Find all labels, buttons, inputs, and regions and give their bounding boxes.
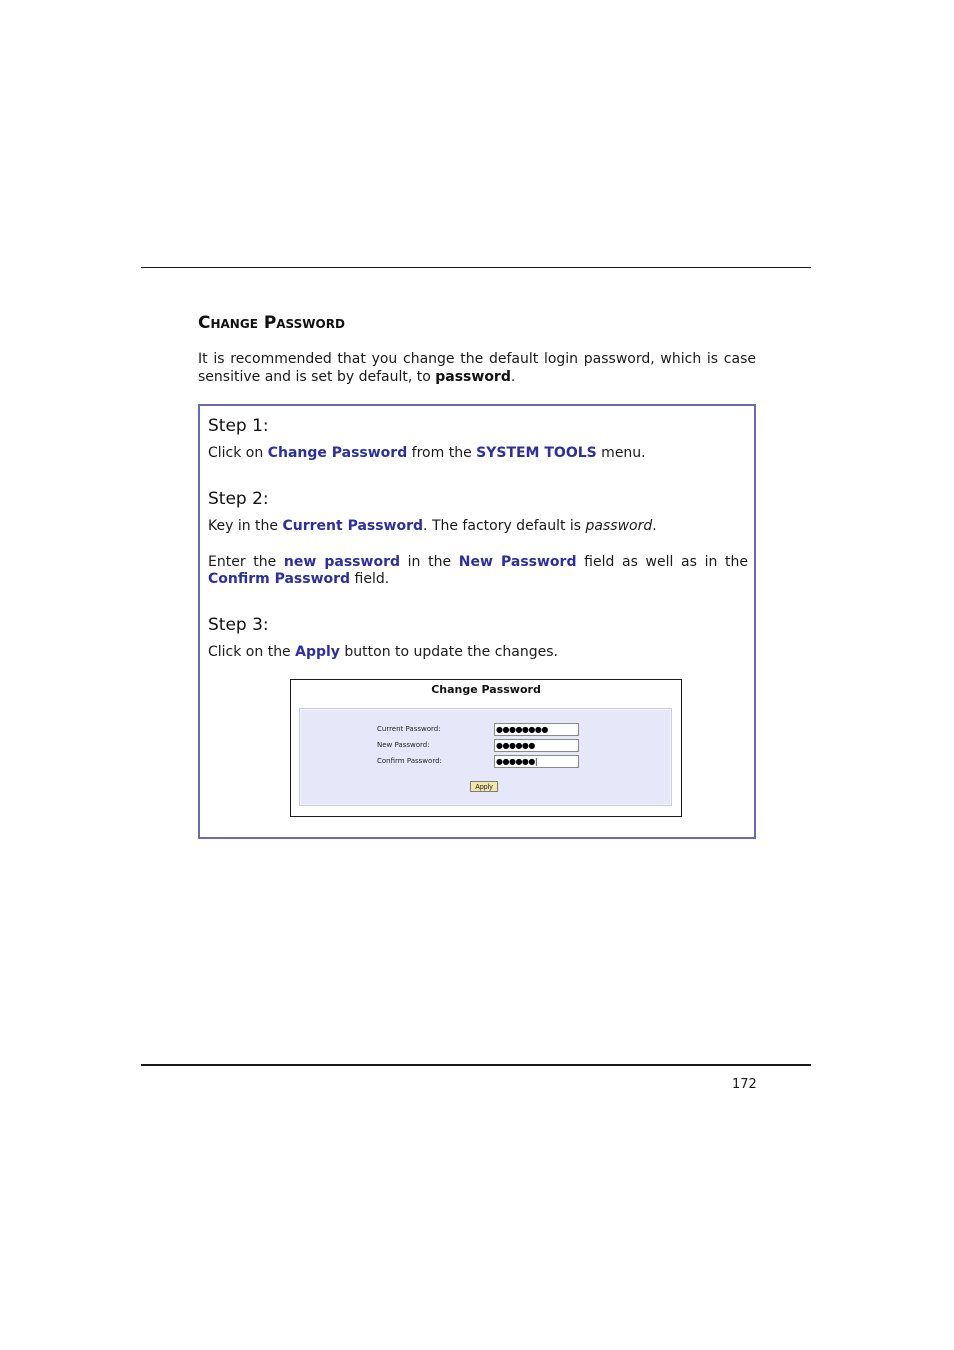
current-password-input[interactable]: ●●●●●●●●: [494, 723, 579, 736]
text-span: field as well as in the: [576, 554, 749, 570]
step-3-text: [208, 644, 748, 661]
text-span: from the: [407, 445, 477, 461]
current-password-ref: Current Password: [282, 518, 424, 534]
intro-end: .: [510, 369, 516, 385]
confirm-password-label: Confirm Password:: [377, 757, 442, 765]
step-2-text-a: [208, 518, 748, 535]
text-span: field.: [350, 571, 390, 587]
page-number: 172: [732, 1077, 757, 1092]
new-password-field-ref: New Password: [458, 554, 577, 570]
screenshot-title: Change Password: [431, 683, 541, 696]
footer-rule: [141, 1064, 811, 1066]
change-password-ref: Change Password: [267, 445, 408, 461]
intro-text: It is recommended that you change the default login password, which is case sensitive and is set by default, to: [198, 351, 756, 385]
factory-default-value: password: [585, 518, 653, 534]
system-tools-ref: SYSTEM TOOLS: [476, 445, 597, 461]
current-password-row: [300, 723, 671, 736]
new-password-ref: new password: [283, 554, 400, 570]
text-span: Enter the: [208, 554, 284, 570]
confirm-password-input[interactable]: ●●●●●●|: [494, 755, 579, 768]
text-span: button to update the changes.: [339, 644, 558, 660]
text-span: Click on the: [208, 644, 296, 660]
password-form-panel: [299, 708, 672, 806]
step-3-heading: Step 3:: [208, 615, 269, 635]
new-password-input[interactable]: ●●●●●●: [494, 739, 579, 752]
text-span: in the: [400, 554, 459, 570]
text-span: menu.: [596, 445, 646, 461]
confirm-password-field-ref: Confirm Password: [208, 571, 351, 587]
steps-box: [198, 404, 756, 839]
text-span: . The factory default is: [423, 518, 586, 534]
change-password-screenshot: [290, 679, 682, 817]
confirm-password-row: [300, 755, 671, 768]
step-2-heading: Step 2:: [208, 489, 269, 509]
step-1-heading: Step 1:: [208, 416, 269, 436]
current-password-label: Current Password:: [377, 725, 441, 733]
new-password-row: [300, 739, 671, 752]
text-span: .: [652, 518, 657, 534]
intro-paragraph: [198, 350, 756, 386]
intro-default-password: password: [435, 369, 511, 385]
step-1-text: [208, 445, 748, 462]
step-2-text-b: [208, 554, 748, 588]
header-rule: [141, 267, 811, 268]
text-span: Key in the: [208, 518, 283, 534]
new-password-label: New Password:: [377, 741, 430, 749]
text-span: Click on: [208, 445, 268, 461]
apply-button[interactable]: Apply: [470, 781, 498, 792]
apply-ref: Apply: [295, 644, 340, 660]
section-title: Change Password: [198, 313, 345, 333]
